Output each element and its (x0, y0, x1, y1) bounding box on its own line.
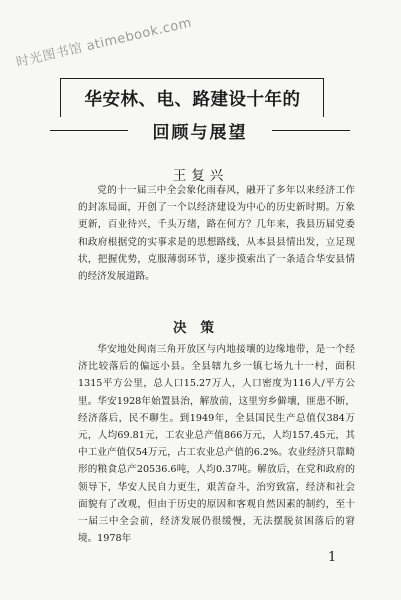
watermark-text: 时光图书馆 atimebook.com (14, 15, 194, 71)
intro-paragraph: 党的十一届三中全会象化雨春风，融开了多年以来经济工作的封冻局面，开创了一个以经济建设为中心的历史新时期。万象更新，百业待兴，千头万绪，路在何方？几年来，我县历届党委和政府根据党的实事求是的思想路线，从本县县情出发，立足现状，把握优势，克服薄弱环节，逐步摸索出了一条适合华安县情的经济发展道路。 (78, 185, 355, 283)
section-heading: 决策 (173, 320, 228, 336)
page-number: 1 (328, 550, 337, 565)
subtitle-rule-left (50, 130, 128, 131)
article-subtitle: 回顾与展望 (152, 123, 248, 143)
article-title: 华安林、电、路建设十年的 (84, 90, 301, 110)
subtitle-row (50, 116, 350, 142)
author-name: 王复兴 (172, 168, 229, 184)
section-paragraph: 华安地处闽南三角开放区与内地接壤的边缘地带，是一个经济比较落后的偏远小县。全县辖九乡一镇七场九十一村，面积1315平方公里，总人口15.27万人，人口密度为116人/平方公里。华安1928年始置县治，解放前，这里穷乡僻壤，匪患不断，经济落后，民不聊生。到1949年，全县国民生产总值仅384万元，人均69.81元，工农业总产值866万元，人均157.45元，其中工业产值仅54万元，占工农业总产值的6.2%。农业经济只靠畸形的粮食总产20536.6吨，人均0.37吨。解放后，在党和政府的领导下，华安人民自力更生，艰苦奋斗，治穷致富，经济和社会面貌有了改观，但由于历史的原因和客观自然因素的制约，至十一届三中全会前，经济发展仍很缓慢，无法摆脱贫困落后的窘境。1978年 (78, 344, 355, 545)
subtitle-rule-right (272, 130, 350, 131)
